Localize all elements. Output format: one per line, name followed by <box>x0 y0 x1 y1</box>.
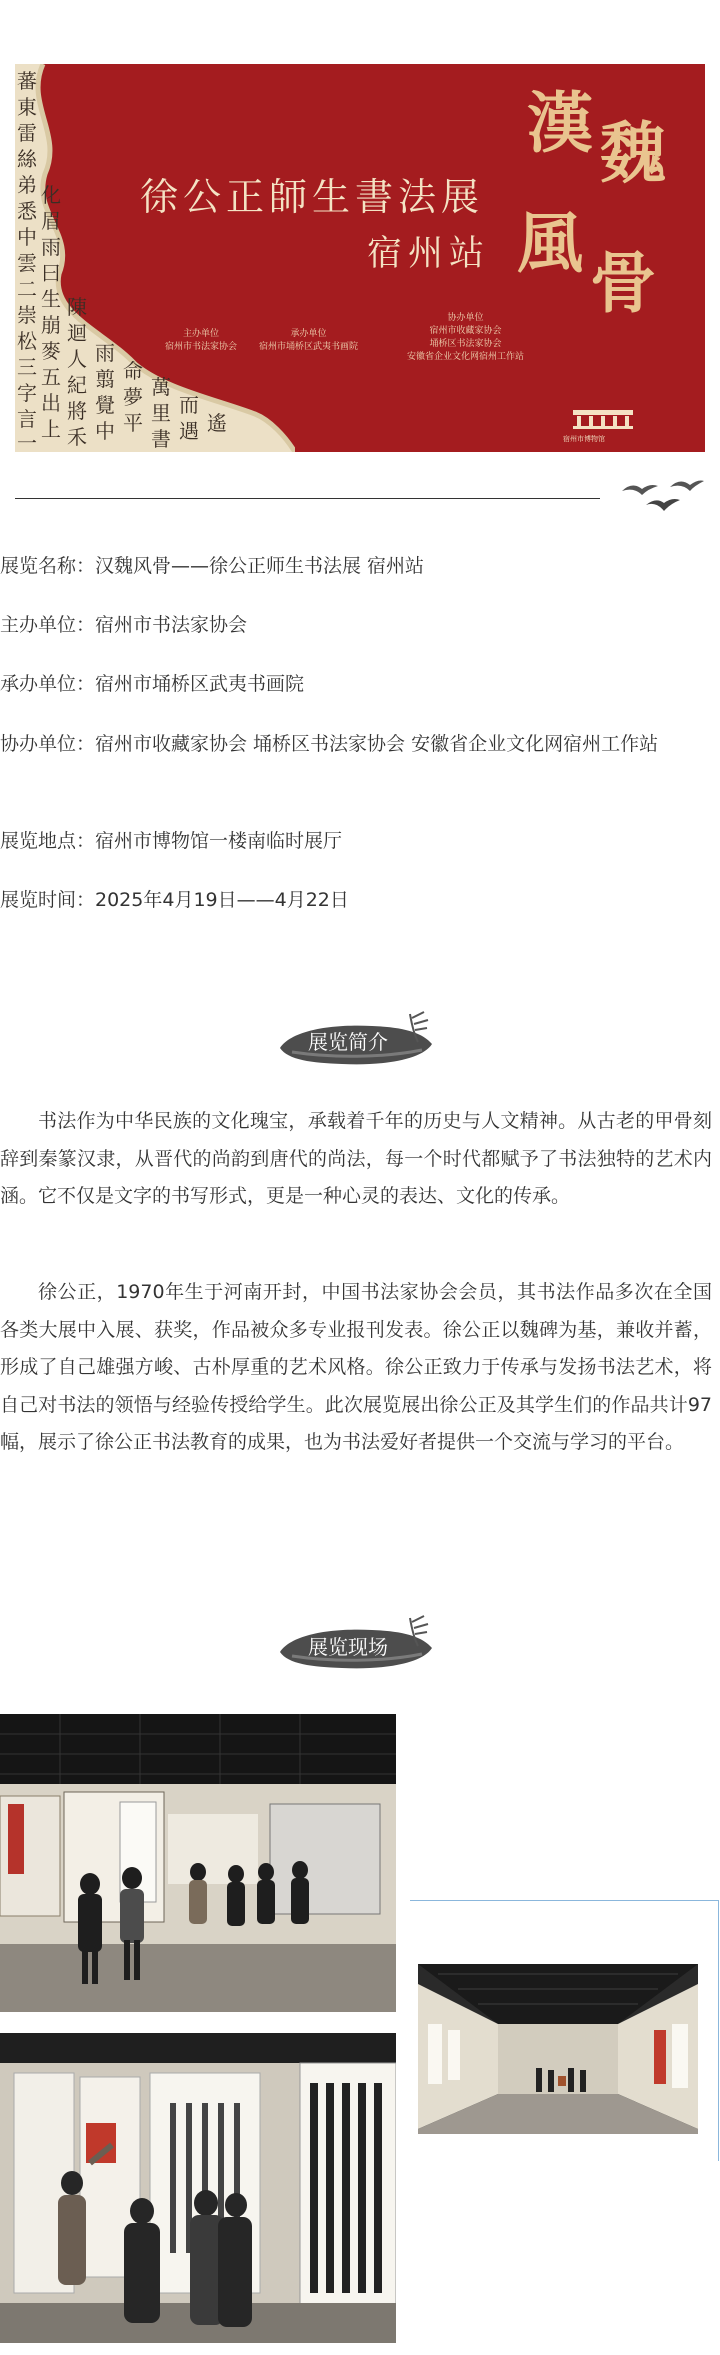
svg-text:迴: 迴 <box>67 321 87 345</box>
divider-line <box>15 498 600 499</box>
exhibition-visitors-photo-2 <box>0 2033 396 2343</box>
svg-text:中: 中 <box>95 419 115 443</box>
svg-text:蕃: 蕃 <box>17 69 37 93</box>
banner-big-char-4: 骨 <box>590 244 656 322</box>
svg-text:雨: 雨 <box>95 341 115 365</box>
svg-text:書: 書 <box>151 427 171 451</box>
section-title-intro: 展览简介 <box>308 1030 388 1054</box>
calligraphy-paper-image <box>15 64 295 452</box>
exhibition-hall-photo-1 <box>0 1714 396 2012</box>
svg-text:萬: 萬 <box>151 375 171 399</box>
svg-text:遙: 遙 <box>207 411 227 435</box>
svg-text:紀: 紀 <box>67 373 87 397</box>
banner-subtitle: 宿州站 <box>367 234 491 274</box>
svg-text:雷: 雷 <box>17 121 37 145</box>
exhibition-corridor-photo <box>418 1964 698 2134</box>
svg-text:弟: 弟 <box>17 173 37 197</box>
svg-text:陳: 陳 <box>67 295 87 319</box>
svg-text:人: 人 <box>67 347 87 371</box>
svg-text:東: 東 <box>17 95 37 119</box>
svg-text:松: 松 <box>17 329 37 353</box>
svg-text:里: 里 <box>151 401 171 425</box>
banner-big-char-2: 魏 <box>600 114 666 192</box>
svg-text:曰: 曰 <box>41 261 61 285</box>
svg-text:平: 平 <box>123 411 143 435</box>
banner-coorganizer-block: 协办单位 宿州市收藏家协会 埇桥区书法家协会 安徽省企业文化网宿州工作站 <box>407 313 525 362</box>
birds-icon <box>618 477 706 521</box>
banner-title: 徐公正師生書法展 <box>140 175 485 219</box>
svg-text:翦: 翦 <box>95 367 115 391</box>
svg-text:崇: 崇 <box>17 303 37 327</box>
svg-text:夢: 夢 <box>123 385 143 409</box>
intro-paragraph-1: 书法作为中华民族的文化瑰宝，承载着千年的历史与人文精神。从古老的甲骨刻辞到秦篆汉隶，从晋代的尚韵到唐代的尚法，每一个时代都赋予了书法独特的艺术内涵。它不仅是文字的书写形式，更是一种心灵的表达、文化的传承。 <box>0 1110 712 1207</box>
svg-text:眉: 眉 <box>41 209 61 233</box>
info-co-organizer: 协办单位：宿州市收藏家协会 埇桥区书法家协会 安徽省企业文化网宿州工作站 <box>0 733 659 755</box>
svg-text:悉: 悉 <box>17 199 37 223</box>
banner-host-block: 主办单位 宿州市书法家协会 <box>165 329 238 352</box>
info-host: 主办单位：宿州市书法家协会 <box>0 614 248 636</box>
info-organizer: 承办单位：宿州市埇桥区武夷书画院 <box>0 673 305 695</box>
svg-text:命: 命 <box>123 359 143 383</box>
svg-text:覺: 覺 <box>95 393 115 417</box>
section-title-scene: 展览现场 <box>308 1635 388 1659</box>
svg-text:化: 化 <box>41 183 61 207</box>
svg-text:而: 而 <box>179 393 199 417</box>
museum-logo-text: 宿州市博物馆 <box>563 435 605 443</box>
svg-text:字: 字 <box>17 381 37 405</box>
svg-text:中: 中 <box>17 225 37 249</box>
museum-logo-icon <box>571 408 635 430</box>
exhibition-banner <box>15 64 705 452</box>
svg-text:遇: 遇 <box>179 419 199 443</box>
info-location: 展览地点：宿州市博物馆一楼南临时展厅 <box>0 830 343 852</box>
banner-big-char-1: 漢 <box>527 84 593 162</box>
svg-text:絲: 絲 <box>17 147 37 171</box>
svg-text:一: 一 <box>17 431 37 452</box>
svg-text:上: 上 <box>41 417 61 441</box>
svg-text:五: 五 <box>41 365 61 389</box>
svg-text:雨: 雨 <box>41 235 61 259</box>
svg-text:言: 言 <box>17 407 37 431</box>
svg-text:二: 二 <box>17 277 37 301</box>
svg-text:禾: 禾 <box>67 425 87 449</box>
svg-text:生: 生 <box>41 287 61 311</box>
info-exhibition-name: 展览名称：汉魏风骨——徐公正师生书法展 宿州站 <box>0 555 425 577</box>
svg-text:雲: 雲 <box>17 251 37 275</box>
svg-text:出: 出 <box>41 391 61 415</box>
banner-big-char-3: 風 <box>517 204 583 282</box>
svg-text:將: 將 <box>67 399 87 423</box>
info-time: 展览时间：2025年4月19日——4月22日 <box>0 889 349 911</box>
intro-paragraph-2: 徐公正，1970年生于河南开封，中国书法家协会会员，其书法作品多次在全国各类大展中入展、获奖，作品被众多专业报刊发表。徐公正以魏碑为基，兼收并蓄，形成了自己雄强方峻、古朴厚重的艺术风格。徐公正致力于传承与发扬书法艺术，将自己对书法的领悟与经验传授给学生。此次展览展出徐公正及其学生们的作品共计97幅，展示了徐公正书法教育的成果，也为书法爱好者提供一个交流与学习的平台。 <box>0 1281 712 1453</box>
svg-text:三: 三 <box>17 355 37 379</box>
banner-organizer-block: 承办单位 宿州市埇桥区武夷书画院 <box>259 329 359 352</box>
svg-text:崩: 崩 <box>41 313 61 337</box>
svg-text:麥: 麥 <box>41 339 61 363</box>
